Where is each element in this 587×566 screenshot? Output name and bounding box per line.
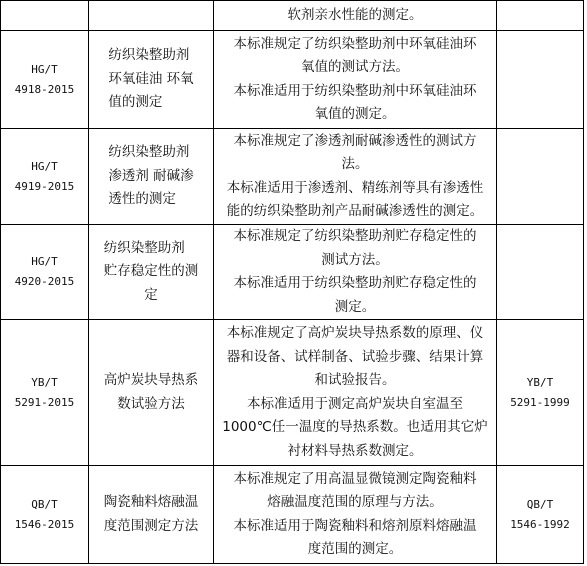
scope-line: 软剂亲水性能的测定。 (287, 6, 423, 23)
table-row (1, 225, 584, 320)
standard-code-cell (1, 225, 89, 320)
standard-code-cell (1, 31, 89, 129)
replaced-standard-cell (497, 1, 584, 31)
scope-line: 本标准适用于纺织染整助剂贮存稳定性的 (233, 275, 477, 291)
scope-line: 测定。 (334, 298, 376, 315)
scope-line: 本标准规定了用高温显微镜测定陶瓷釉料 (233, 470, 477, 487)
standard-code-prefix: HG/T (31, 159, 58, 173)
scope-cell (214, 466, 497, 564)
scope-cell (214, 320, 497, 466)
standard-name-cell (89, 466, 214, 564)
standard-name-cell (89, 225, 214, 320)
standard-name-line: 渗透剂 耐碱渗 (108, 167, 194, 184)
replaced-code-prefix: YB/T (526, 375, 554, 389)
standard-code-cell (1, 466, 89, 564)
scope-line: 1000℃任一温度的导热系数。也适用其它炉 (222, 419, 488, 435)
standard-code-prefix: HG/T (31, 255, 58, 268)
scope-line: 本标准规定了纺织染整助剂贮存稳定性的 (233, 228, 477, 244)
table-row (1, 466, 584, 564)
scope-cell (214, 225, 497, 320)
replaced-code-number: 5291-1999 (510, 395, 570, 409)
standard-code-prefix: YB/T (31, 375, 58, 389)
replaced-code-number: 1546-1992 (510, 517, 570, 531)
standard-name-line: 度范围测定方法 (103, 517, 199, 534)
standard-code-number: 1546-2015 (14, 517, 75, 531)
standard-name-cell (89, 129, 214, 225)
standard-code-prefix: QB/T (31, 497, 58, 511)
scope-line: 衬材料导热系数测定。 (287, 442, 423, 459)
standard-code-prefix: HG/T (31, 62, 58, 76)
scope-line: 本标准适用于纺织染整助剂中环氧硅油环 (233, 82, 477, 99)
standard-name-line: 纺织染整助剂 (108, 47, 190, 64)
table-row (1, 31, 584, 129)
scope-line: 本标准适用于陶瓷釉料和熔剂原料熔融温 (233, 517, 477, 534)
scope-cell (214, 1, 497, 31)
standard-name-cell (89, 31, 214, 129)
scope-line: 本标准规定了纺织染整助剂中环氧硅油环 (233, 35, 477, 52)
scope-line: 氧值的测试方法。 (301, 59, 409, 75)
standard-code-number: 4918-2015 (14, 82, 75, 96)
standard-name-line: 纺织染整助剂 (108, 144, 190, 161)
standard-code-number: 4919-2015 (14, 179, 75, 193)
standard-name-cell (89, 1, 214, 31)
scope-cell (214, 129, 497, 225)
replaced-code-prefix: QB/T (526, 497, 554, 511)
scope-line: 熔融温度范围的原理与方法。 (267, 494, 443, 510)
standard-code-number: 4920-2015 (14, 275, 75, 288)
table-row (1, 1, 584, 31)
scope-line: 度范围的测定。 (307, 541, 403, 557)
standard-name-cell (89, 320, 214, 466)
standard-name-line: 透性的测定 (108, 191, 176, 208)
scope-line: 本标准适用于渗透剂、精练剂等具有渗透性 (226, 179, 484, 196)
scope-line: 和试验报告。 (314, 372, 396, 388)
standard-code-cell (1, 1, 89, 31)
scope-line: 本标准适用于测定高炉炭块自室温至 (247, 395, 463, 412)
scope-line: 器和设备、试样制备、试验步骤、结果计算 (226, 348, 484, 365)
scope-cell (214, 31, 497, 129)
scope-line: 本标准规定了高炉炭块导热系数的原理、仪 (226, 325, 484, 341)
replaced-standard-cell (497, 31, 584, 129)
standard-name-line: 陶瓷釉料熔融温 (103, 494, 199, 510)
standard-code-number: 5291-2015 (14, 395, 75, 409)
replaced-standard-cell (497, 466, 584, 564)
standard-name-line: 值的测定 (108, 94, 163, 111)
standard-code-cell (1, 320, 89, 466)
standard-name-line: 贮存稳定性的测 (103, 263, 199, 280)
table-row (1, 129, 584, 225)
standard-name-line: 环氧硅油 环氧 (108, 70, 194, 87)
standard-code-cell (1, 129, 89, 225)
standard-name-line: 纺织染整助剂 (103, 239, 185, 256)
scope-line: 能的纺织染整助剂产品耐碱渗透性的测定。 (226, 203, 484, 219)
standard-name-line: 高炉炭块导热系 (103, 372, 199, 388)
standard-name-line: 数试验方法 (117, 395, 185, 412)
scope-line: 本标准规定了渗透剂耐碱渗透性的测试方 (233, 132, 477, 149)
scope-line: 氧值的测定。 (314, 106, 396, 122)
replaced-standard-cell (497, 225, 584, 320)
table-row (1, 320, 584, 466)
scope-line: 测试方法。 (321, 251, 389, 268)
standard-name-line: 定 (144, 286, 158, 303)
replaced-standard-cell (497, 320, 584, 466)
replaced-standard-cell (497, 129, 584, 225)
scope-line: 法。 (341, 156, 369, 172)
